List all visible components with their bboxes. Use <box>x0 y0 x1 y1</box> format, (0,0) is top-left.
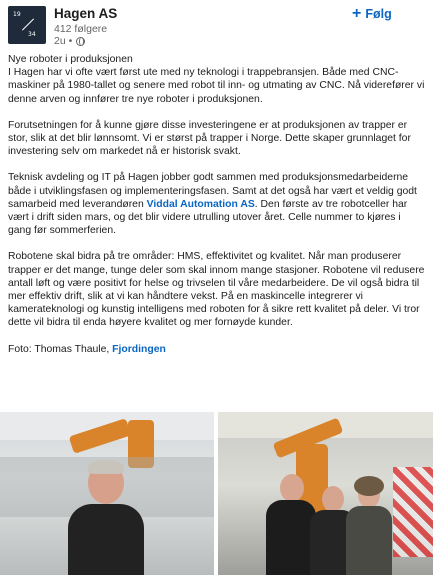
globe-icon <box>76 37 85 46</box>
follow-label: Følg <box>365 7 392 21</box>
post-paragraph-4: Robotene skal bidra på tre områder: HMS, effektivitet og kvalitet. Når man produserer trapper er det mange, tunge deler som skal innom mange stasjoner. Robotene vil redusere antall løft og være positivt for helse og trivselen til våre medarbeidere. De vil også bidra til mer effektiv drift, slik at vi kan håndtere vekst. På en maskincelle integrerer vi kamerateknologi og kunstig intelligens med roboten for å sikre rett kvalitet på deler. Vi tror dette vil bidra til enda høyere kvalitet og mer fornøyde kunder. <box>8 251 425 329</box>
logo-slash <box>22 18 34 30</box>
viddal-automation-link[interactable]: Viddal Automation AS <box>146 198 255 210</box>
photo-gallery <box>0 412 433 575</box>
warning-barrier <box>393 467 433 557</box>
company-logo[interactable] <box>8 6 46 44</box>
worker-3-body <box>346 506 392 575</box>
worker-1-body <box>266 500 316 575</box>
man-body <box>68 504 144 575</box>
post-paragraph-1: I Hagen har vi ofte vært først ute med ny teknologi i trappebransjen. Både med CNC-maskiner på 1980-tallet og senere med robot til inn- og utmating av CNC. Nå viderefører vi denne arven og innfører tre nye roboter i produksjonen. <box>8 67 425 105</box>
photo-credit-text: Foto: Thomas Thaule, <box>8 343 113 355</box>
post-title: Nye roboter i produksjonen <box>8 54 133 65</box>
man-hair <box>88 460 124 474</box>
paragraph-3-text-a: Teknisk avdeling og IT på Hagen jobber godt sammen med produksjonsmedarbeiderne både i utviklingsfasen og implementeringsfasen. Samt at det også har vært et veldig godt samarbeid med leverandøren <box>8 172 417 210</box>
logo-number-top: 19 <box>13 11 21 18</box>
fjordingen-link[interactable]: Fjordingen <box>112 343 166 355</box>
post-meta <box>54 35 85 47</box>
follow-button[interactable] <box>352 7 392 21</box>
logo-number-bottom: 34 <box>28 31 36 38</box>
post-body <box>8 53 426 356</box>
post-paragraph-3 <box>8 171 426 237</box>
paragraph-3-text-b: . Den første av tre robotceller har vært i drift siden mars, og det blir videre utrulling utover året. Celle nummer to kjøres i gang før sommerferien. <box>8 198 408 237</box>
post-time: 2u • <box>54 35 73 47</box>
follower-count: 412 følgere <box>54 23 108 35</box>
plus-icon: + <box>352 5 362 22</box>
photo-credit <box>8 343 426 356</box>
post-paragraph-2: Forutsetningen for å kunne gjøre disse investeringene er at produksjonen av trapper er stor, slik at det blir lønnsomt. Vi er størst på trapper i Norge. Dette skaper grunnlaget for investering selv om markedet nå er historisk svakt. <box>8 119 411 158</box>
worker-3-hair <box>354 476 384 496</box>
company-name[interactable]: Hagen AS <box>54 6 118 21</box>
worker-2-head <box>322 486 344 512</box>
worker-1-head <box>280 474 304 502</box>
post-header <box>0 0 433 52</box>
photo-three-workers[interactable] <box>218 412 433 575</box>
photo-man-with-robot[interactable] <box>0 412 214 575</box>
